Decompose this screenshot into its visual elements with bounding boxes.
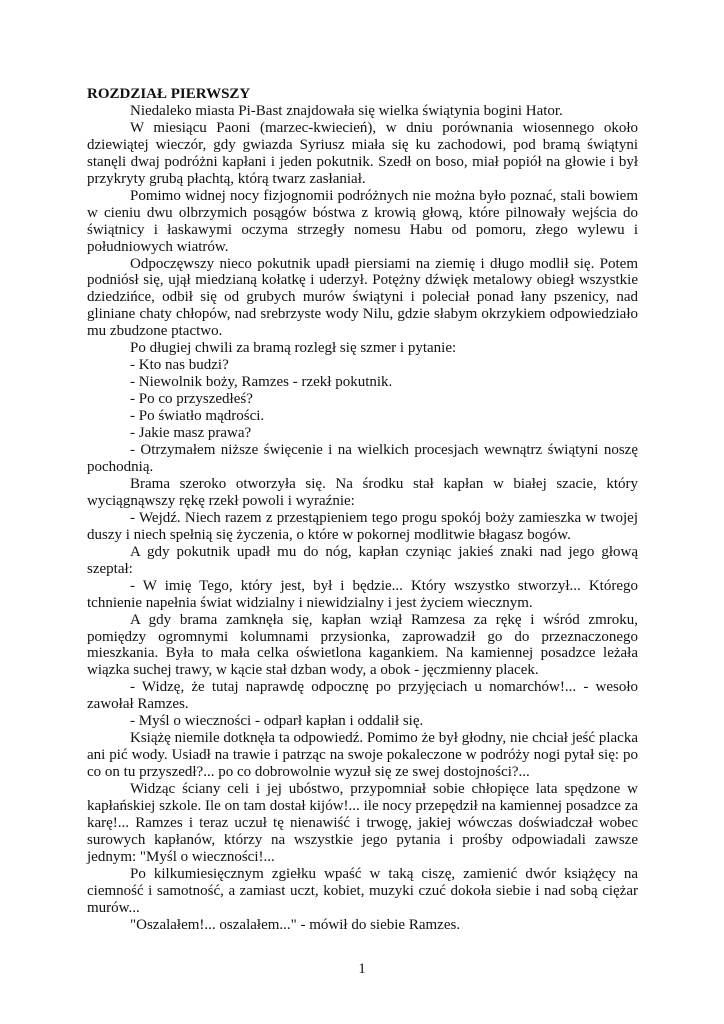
paragraph: W miesiącu Paoni (marzec-kwiecień), w dniu porównania wiosennego około dziewiątej wieczór, gdy gwiazda Syriusz miała się ku zachodowi, pod bramą świątyni stanęli dwaj podróżni kapłani i jeden pokutnik. Szedł on boso, miał popiół na głowie i był przykryty grubą płachtą, którą twarz zasłaniał. [87, 119, 638, 187]
paragraph: Brama szeroko otworzyła się. Na środku stał kapłan w białej szacie, który wyciągnąwszy rękę rzekł powoli i wyraźnie: [87, 475, 638, 509]
paragraph: Niedaleko miasta Pi-Bast znajdowała się wielka świątynia bogini Hator. [130, 102, 563, 119]
page-body [87, 86, 638, 934]
paragraph: "Oszalałem!... oszalałem..." - mówił do siebie Ramzes. [130, 916, 461, 933]
page-number: 1 [358, 961, 366, 977]
paragraph: Odpoczęwszy nieco pokutnik upadł piersiami na ziemię i długo modlił się. Potem podniósł się, ujął miedzianą kołatkę i uderzył. Potężny dźwięk metalowy obiegł wszystkie dziedzińce, odbił się od grubych murów świątyni i poleciał ponad łany pszenicy, nad gliniane chaty chłopów, nad srebrzyste wody Nilu, gdzie słabym okrzykiem odpowiedziało mu zbudzone ptactwo. [87, 255, 638, 340]
dialogue-line: - Po co przyszedłeś? [130, 391, 253, 408]
dialogue-line: - Niewolnik boży, Ramzes - rzekł pokutnik. [130, 374, 393, 391]
paragraph: A gdy pokutnik upadł mu do nóg, kapłan czyniąc jakieś znaki nad jego głową szeptał: [87, 543, 638, 577]
paragraph: Książę niemile dotknęła ta odpowiedź. Pomimo że był głodny, nie chciał jeść placka ani pić wody. Usiadł na trawie i patrząc na swoje pokaleczone w podróży nogi pytał się: po co on tu przyszedł?... po co dobrowolnie wyzuł się ze swej dostojności?... [87, 730, 638, 781]
dialogue-line: - Kto nas budzi? [130, 357, 229, 374]
dialogue-line: - Jakie masz prawa? [130, 425, 252, 442]
dialogue-line: - Otrzymałem niższe święcenie i na wielkich procesjach wewnątrz świątyni noszę pochodnią. [87, 442, 638, 475]
dialogue-line: - Po światło mądrości. [130, 408, 265, 425]
dialogue-line: - W imię Tego, który jest, był i będzie... Który wszystko stworzył... Którego tchnienie napełnia świat widzialny i niewidzialny i jest życiem wiecznym. [87, 577, 638, 611]
paragraph: Widząc ściany celi i jej ubóstwo, przypomniał sobie chłopięce lata spędzone w kapłańskiej szkole. Ile on tam dostał kijów!... ile nocy przepędził na kamiennej posadzce za karę!... Ramzes i teraz uczuł tę nienawiść i trwogę, jakiej wówczas doświadczał wobec surowych kapłanów, którzy na wszystkie jego pytania i prośby odpowiadali zawsze jednym: "Myśl o wieczności!... [87, 781, 638, 865]
paragraph: Po kilkumiesięcznym zgiełku wpaść w taką ciszę, zamienić dwór książęcy na ciemność i samotność, a zamiast uczt, kobiet, muzyki czuć dokoła siebie i nad sobą ciężar murów... [87, 865, 638, 916]
paragraph: A gdy brama zamknęła się, kapłan wziął Ramzesa za rękę i wśród zmroku, pomiędzy ogromnymi kolumnami przysionka, zaprowadził go do przeznaczonego mieszkania. Była to mała celka oświetlona kagankiem. Na kamiennej posadzce leżała wiązka suchej trawy, w kącie stał dzban wody, a obok - jęczmienny placek. [87, 611, 638, 679]
paragraph: Po długiej chwili za bramą rozległ się szmer i pytanie: [130, 340, 457, 357]
dialogue-line: - Myśl o wieczności - odparł kapłan i oddalił się. [130, 713, 424, 730]
paragraph: Pomimo widnej nocy fizjognomii podróżnych nie można było poznać, stali bowiem w cieniu dwu olbrzymich posągów bóstwa z krowią głową, które pilnowały wejścia do świątnicy i łaskawymi oczyma strzegły nomesu Habu od pomoru, złego wylewu i południowych wiatrów. [87, 187, 638, 255]
dialogue-line: - Widzę, że tutaj naprawdę odpocznę po przyjęciach u nomarchów!... - wesoło zawołał Ramzes. [87, 679, 638, 713]
chapter-title: ROZDZIAŁ PIERWSZY [87, 86, 251, 102]
dialogue-line: - Wejdź. Niech razem z przestąpieniem tego progu spokój boży zamieszka w twojej duszy i niech spełnią się życzenia, o które w pokornej modlitwie błagasz bogów. [87, 509, 638, 543]
